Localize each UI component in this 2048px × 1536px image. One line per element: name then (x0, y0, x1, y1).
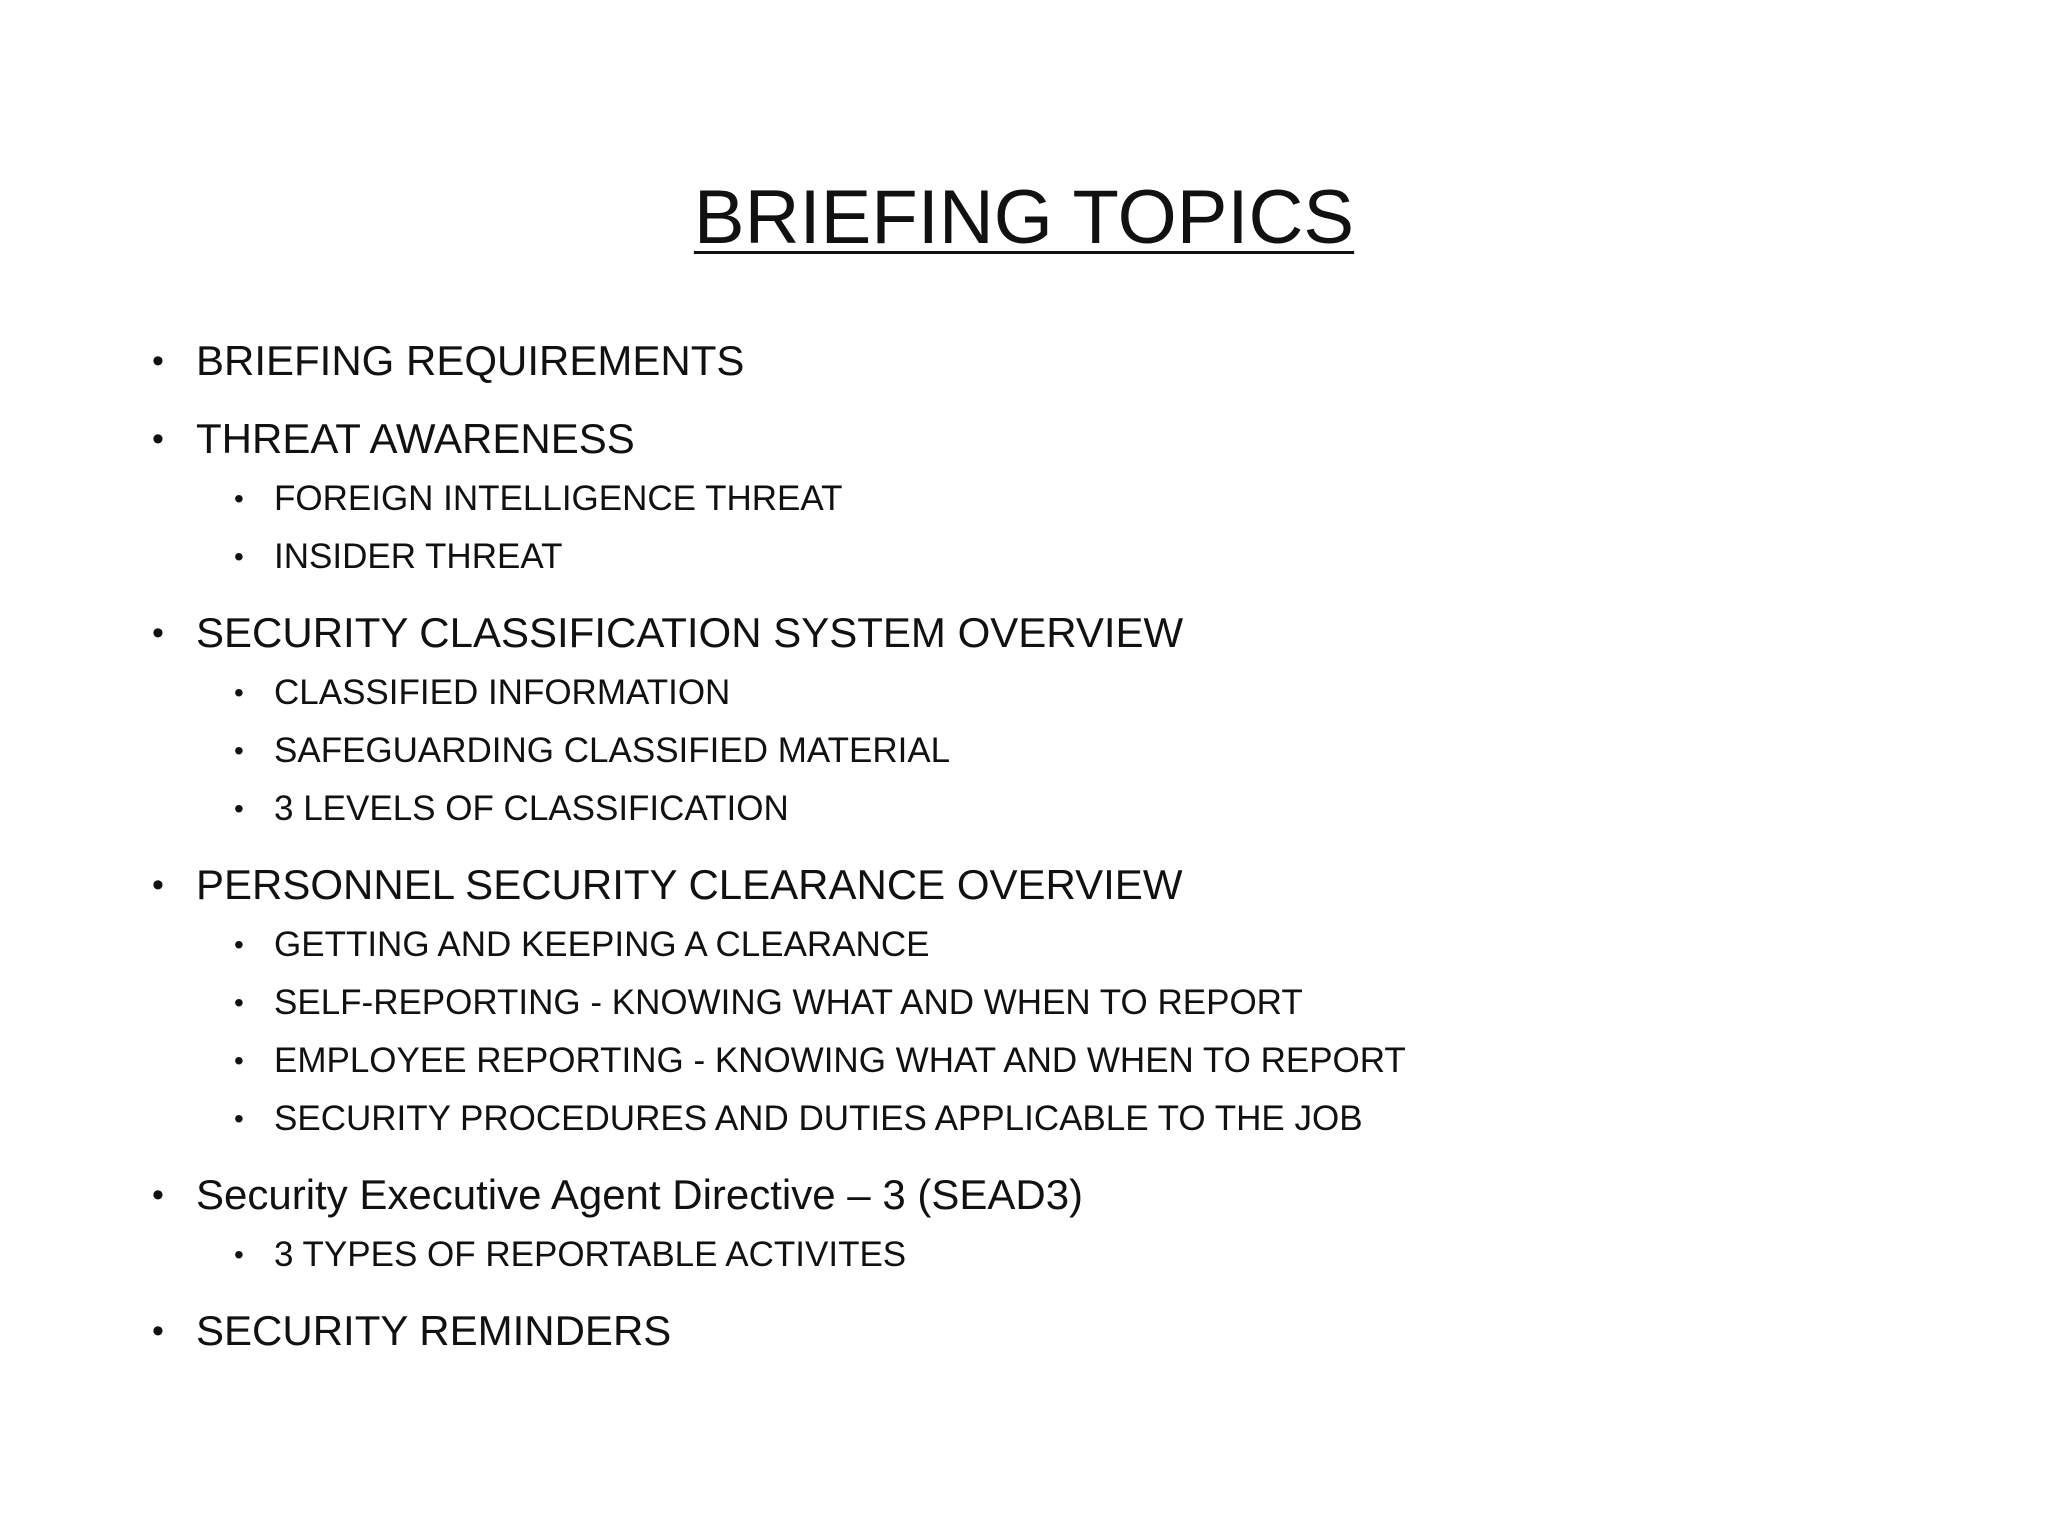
subtopic-item (152, 664, 1952, 722)
bullet-icon: • (234, 793, 244, 824)
topic-label: PERSONNEL SECURITY CLEARANCE OVERVIEW (196, 861, 1183, 908)
topic-label: SECURITY REMINDERS (196, 1307, 672, 1354)
subtopic-item (152, 1032, 1952, 1090)
subtopic-label: SAFEGUARDING CLASSIFIED MATERIAL (274, 731, 951, 770)
subtopic-item (152, 916, 1952, 974)
topic-label: THREAT AWARENESS (196, 415, 635, 462)
bullet-icon: • (234, 1045, 244, 1076)
subtopic-label: EMPLOYEE REPORTING - KNOWING WHAT AND WHEN TO REPORT (274, 1041, 1406, 1080)
topic-label: BRIEFING REQUIREMENTS (196, 337, 745, 384)
subtopic-label: SECURITY PROCEDURES AND DUTIES APPLICABLE TO THE JOB (274, 1099, 1363, 1138)
topic-list (152, 330, 1952, 1362)
bullet-icon: • (234, 987, 244, 1018)
subtopic-label: INSIDER THREAT (274, 537, 563, 576)
slide-title (0, 175, 2048, 261)
topic-item (152, 1300, 1952, 1362)
bullet-icon: • (152, 342, 164, 380)
bullet-icon: • (152, 614, 164, 652)
subtopic-label: FOREIGN INTELLIGENCE THREAT (274, 479, 843, 518)
subtopic-item (152, 974, 1952, 1032)
bullet-icon: • (234, 677, 244, 708)
bullet-icon: • (234, 541, 244, 572)
bullet-icon: • (234, 1239, 244, 1270)
subtopic-label: CLASSIFIED INFORMATION (274, 673, 731, 712)
subtopic-label: 3 LEVELS OF CLASSIFICATION (274, 789, 789, 828)
bullet-icon: • (234, 735, 244, 766)
subtopic-item (152, 722, 1952, 780)
subtopic-item (152, 528, 1952, 586)
subtopic-label: GETTING AND KEEPING A CLEARANCE (274, 925, 930, 964)
topic-label: Security Executive Agent Directive – 3 (SEAD3) (196, 1171, 1084, 1218)
bullet-icon: • (152, 866, 164, 904)
topic-item (152, 1164, 1952, 1226)
bullet-icon: • (234, 483, 244, 514)
topic-item (152, 330, 1952, 392)
subtopic-item (152, 1226, 1952, 1284)
topic-item (152, 602, 1952, 664)
subtopic-item (152, 780, 1952, 838)
bullet-icon: • (234, 1103, 244, 1134)
subtopic-item (152, 1090, 1952, 1148)
subtopic-label: SELF-REPORTING - KNOWING WHAT AND WHEN TO REPORT (274, 983, 1303, 1022)
slide-title-text: BRIEFING TOPICS (693, 175, 1355, 260)
subtopic-item (152, 470, 1952, 528)
bullet-icon: • (234, 929, 244, 960)
topic-item (152, 408, 1952, 470)
bullet-icon: • (152, 1312, 164, 1350)
topic-item (152, 854, 1952, 916)
bullet-icon: • (152, 420, 164, 458)
topic-label: SECURITY CLASSIFICATION SYSTEM OVERVIEW (196, 609, 1184, 656)
bullet-icon: • (152, 1176, 164, 1214)
subtopic-label: 3 TYPES OF REPORTABLE ACTIVITES (274, 1235, 907, 1274)
